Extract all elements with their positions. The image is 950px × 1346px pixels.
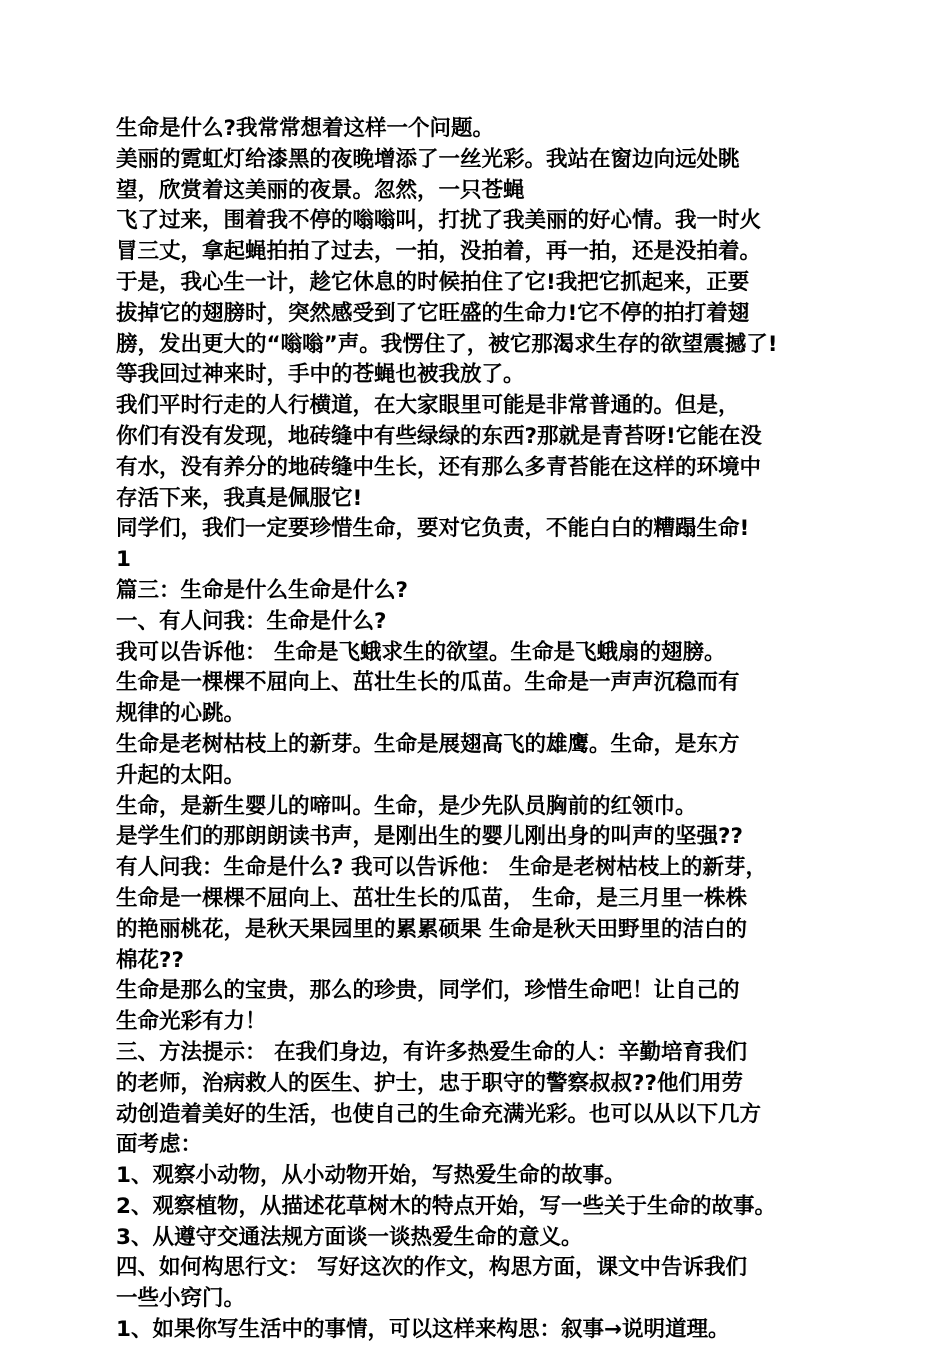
document-body [116, 114, 846, 1346]
text-line: 生命是那么的宝贵，那么的珍贵，同学们，珍惜生命吧！让自己的 [116, 978, 740, 1004]
text-line: 有人问我：生命是什么? 我可以告诉他： 生命是老树枯枝上的新芽， [116, 855, 767, 881]
text-line: 生命是一棵棵不屈向上、茁壮生长的瓜苗。生命是一声声沉稳而有 [116, 670, 740, 696]
text-line: 规律的心跳。 [116, 701, 246, 727]
text-line: 棉花?? [116, 947, 184, 973]
text-line: 冒三丈，拿起蝇拍拍了过去，一拍，没拍着，再一拍，还是没拍着。 [116, 239, 762, 265]
text-line: 于是，我心生一计，趁它休息的时候拍住了它!我把它抓起来，正要 [116, 269, 750, 295]
text-line: 等我回过神来时，手中的苍蝇也被我放了。 [116, 362, 525, 388]
text-line: 生命是什么?我常常想着这样一个问题。 [116, 116, 494, 141]
text-line: 的老师，治病救人的医生、护士，忠于职守的警察叔叔??他们用劳 [116, 1070, 743, 1096]
page-number: 1 [116, 547, 131, 573]
section-heading: 四、如何构思行文： 写好这次的作文，构思方面，课文中告诉我们 [116, 1255, 747, 1281]
section-heading: 篇三：生命是什么生命是什么? [116, 577, 408, 603]
text-line: 膀，发出更大的“嗡嗡”声。我愣住了，被它那渴求生存的欲望震撼了! [116, 331, 778, 357]
list-item: 2、观察植物，从描述花草树木的特点开始，写一些关于生命的故事。 [116, 1193, 776, 1219]
text-line: 生命是一棵棵不屈向上、茁壮生长的瓜苗， 生命，是三月里一株株 [116, 885, 747, 911]
text-line: 面考虑： [116, 1132, 203, 1158]
text-line: 动创造着美好的生活，也使自己的生命充满光彩。也可以从以下几方 [116, 1101, 762, 1127]
section-heading: 一、有人问我：生命是什么? [116, 608, 387, 634]
text-line: 我可以告诉他： 生命是飞蛾求生的欲望。生命是飞蛾扇的翅膀。 [116, 639, 726, 665]
text-line: 飞了过来，围着我不停的嗡嗡叫，打扰了我美丽的好心情。我一时火 [116, 208, 762, 234]
text-line: 一些小窍门。 [116, 1286, 246, 1312]
text-line: 生命，是新生婴儿的啼叫。生命，是少先队员胸前的红领巾。 [116, 793, 697, 819]
text-line: 生命是老树枯枝上的新芽。生命是展翅高飞的雄鹰。生命，是东方 [116, 731, 740, 757]
section-heading: 三、方法提示： 在我们身边，有许多热爱生命的人：辛勤培育我们 [116, 1039, 747, 1065]
text-line: 你们有没有发现，地砖缝中有些绿绿的东西?那就是青苔呀!它能在没 [116, 423, 762, 449]
text-line: 望，欣赏着这美丽的夜景。忽然，一只苍蝇 [116, 177, 525, 203]
text-line: 的艳丽桃花，是秋天果园里的累累硕果 生命是秋天田野里的洁白的 [116, 916, 747, 942]
text-line: 美丽的霓虹灯给漆黑的夜晚增添了一丝光彩。我站在窗边向远处眺 [116, 146, 740, 172]
list-item: 3、从遵守交通法规方面谈一谈热爱生命的意义。 [116, 1224, 583, 1250]
text-line: 是学生们的那朗朗读书声，是刚出生的婴儿刚出身的叫声的坚强?? [116, 824, 743, 850]
text-line: 我们平时行走的人行横道，在大家眼里可能是非常普通的。但是， [116, 393, 740, 419]
list-item: 1、观察小动物，从小动物开始，写热爱生命的故事。 [116, 1163, 626, 1189]
text-line: 存活下来，我真是佩服它! [116, 485, 363, 511]
text-line: 有水，没有养分的地砖缝中生长，还有那么多青苔能在这样的环境中 [116, 454, 762, 480]
text-line: 生命光彩有力！ [116, 1009, 267, 1035]
text-line: 拔掉它的翅膀时，突然感受到了它旺盛的生命力!它不停的拍打着翅 [116, 300, 750, 326]
text-line: 升起的太阳。 [116, 762, 246, 788]
list-item: 1、如果你写生活中的事情，可以这样来构思：叙事→说明道理。 [116, 1317, 730, 1343]
text-line: 同学们，我们一定要珍惜生命，要对它负责，不能白白的糟蹋生命! [116, 516, 750, 542]
